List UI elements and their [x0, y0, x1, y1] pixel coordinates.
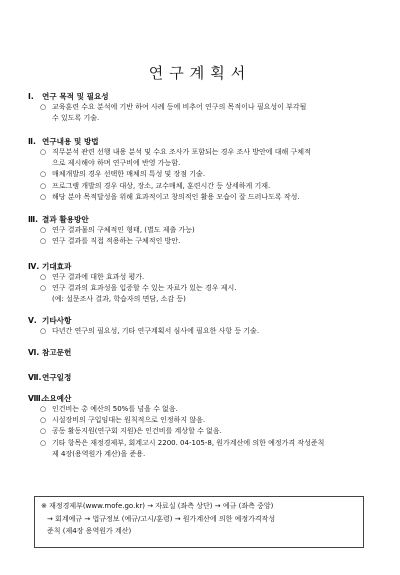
bullet-circle-icon: ○	[40, 192, 47, 201]
note-line-2: → 회계예규 → 법규정보 (예규/고시/훈령) → 원가계산에 의한 예정가격작성	[47, 514, 276, 523]
section-7	[28, 372, 378, 383]
section-heading	[28, 372, 378, 383]
list-item-line: 제 4장(용역원가 계산)을 준용.	[52, 449, 146, 458]
list-item	[28, 283, 378, 305]
bullet-circle-icon: ○	[40, 237, 47, 246]
list-item-line: 기타 항목은 재정경제부, 회계고시 2200. 04-105-8, 원가계산에 의한 예정가격 작성준칙	[52, 438, 325, 447]
section-heading	[28, 393, 378, 404]
section-heading	[28, 261, 378, 272]
section-heading	[28, 315, 378, 326]
section-6	[28, 347, 378, 358]
section-number: Ⅵ.	[28, 348, 40, 357]
section-number: Ⅴ.	[28, 316, 37, 325]
list-item	[28, 272, 378, 283]
list-item	[28, 426, 378, 437]
list-item-line: (예: 설문조사 결과, 학습자의 면담, 소감 등)	[52, 295, 186, 304]
section-heading-text: 참고문헌	[42, 348, 72, 357]
list-item-line: 해당 분야 목적달성을 위해 효과적이고 창의적인 활용 모습이 잘 드러나도록 작성.	[52, 192, 300, 201]
section-2	[28, 136, 378, 203]
list-item-line: 매체개발의 경우 선택한 매체의 특성 및 장점 기술.	[52, 170, 206, 179]
list-item	[28, 438, 378, 460]
list-item-line: 직무분석 관련 선행 내용 분석 및 수요 조사가 포함되는 경우 조사 방안에 대해 구체적	[52, 148, 311, 156]
section-5	[28, 315, 378, 337]
section-heading-text: 결과 활용방안	[42, 215, 89, 224]
section-3	[28, 214, 378, 247]
note-line-3: 준칙 (제4장 용역원가 계산)	[47, 527, 132, 535]
bullet-circle-icon: ○	[40, 103, 47, 111]
list-item-line: 인건비는 총 예산의 50%를 넘을 수 없음.	[52, 405, 178, 413]
list-item	[28, 181, 378, 192]
list-item	[28, 415, 378, 426]
list-item-line: 연구 결과에 대한 효과성 평가.	[52, 273, 145, 281]
bullet-circle-icon: ○	[40, 226, 47, 234]
list-item-line: 수 있도록 기술.	[52, 114, 100, 123]
list-item	[28, 169, 378, 180]
list-item	[28, 102, 378, 124]
section-number: Ⅲ.	[28, 215, 39, 224]
list-item-line: 연구 결과물의 구체적인 형태, (별도 제출 가능)	[52, 226, 195, 234]
note-line-1: ※ 재정경제부(www.mofe.go.kr) → 자료실 (좌측 상단) → 예규 (좌측 중앙)	[41, 502, 274, 510]
list-item	[28, 326, 378, 337]
list-item-line: 연구 결과를 직접 적용하는 구체적인 방안.	[52, 237, 181, 246]
list-item-line: 으로 제시해야 하며 연구비에 반영 가능함.	[52, 159, 181, 168]
bullet-circle-icon: ○	[40, 438, 47, 447]
list-item-line: 공동 활동지원(연구회 지원)은 인건비를 계상할 수 없음.	[52, 427, 222, 436]
list-item	[28, 192, 378, 203]
section-heading-text: 소요예산	[42, 394, 72, 403]
list-item	[28, 147, 378, 169]
section-number: Ⅷ.	[28, 394, 44, 403]
bullet-circle-icon: ○	[40, 181, 47, 190]
section-number: Ⅱ.	[28, 137, 36, 146]
bullet-circle-icon: ○	[40, 170, 47, 179]
section-1	[28, 91, 378, 124]
section-8	[28, 393, 378, 460]
section-heading	[28, 347, 378, 358]
bullet-circle-icon: ○	[40, 273, 47, 281]
list-item	[28, 404, 378, 415]
reference-note-box	[34, 496, 364, 548]
bullet-circle-icon: ○	[40, 427, 47, 436]
list-item-line: 교육훈련 수요 분석에 기반 하여 사례 등에 비추어 연구의 목적이나 필요성이 부각될	[52, 103, 307, 111]
list-item	[28, 236, 378, 247]
list-item-line: 다년간 연구의 필요성, 기타 연구계획서 심사에 필요한 사항 등 기술.	[52, 327, 260, 335]
section-heading	[28, 136, 378, 147]
section-number: Ⅳ.	[28, 262, 40, 271]
section-heading-text: 연구내용 및 방법	[42, 137, 99, 146]
bullet-circle-icon: ○	[40, 416, 47, 425]
section-heading	[28, 214, 378, 225]
section-4	[28, 261, 378, 306]
section-number: Ⅰ.	[28, 92, 34, 101]
bullet-circle-icon: ○	[40, 284, 47, 293]
section-heading-text: 연구 목적 및 필요성	[42, 92, 109, 101]
bullet-circle-icon: ○	[40, 327, 47, 335]
list-item-line: 연구 결과의 효과성을 입증할 수 있는 자료가 있는 경우 제시.	[52, 284, 237, 293]
section-heading-text: 연구일정	[42, 373, 72, 382]
bullet-circle-icon: ○	[40, 148, 47, 156]
section-heading-text: 기타사항	[42, 316, 72, 325]
document-title: 연구계획서	[148, 64, 252, 82]
section-heading-text: 기대효과	[42, 262, 72, 271]
bullet-circle-icon: ○	[40, 405, 47, 413]
list-item-line: 시설장비의 구입임대는 원칙적으로 인정하지 않음.	[52, 416, 206, 425]
section-heading	[28, 91, 378, 102]
list-item-line: 프로그램 개발의 경우 대상, 장소, 교수매체, 훈련시간 등 상세하게 기재.	[52, 181, 271, 190]
list-item	[28, 225, 378, 236]
section-number: Ⅶ.	[28, 373, 42, 382]
